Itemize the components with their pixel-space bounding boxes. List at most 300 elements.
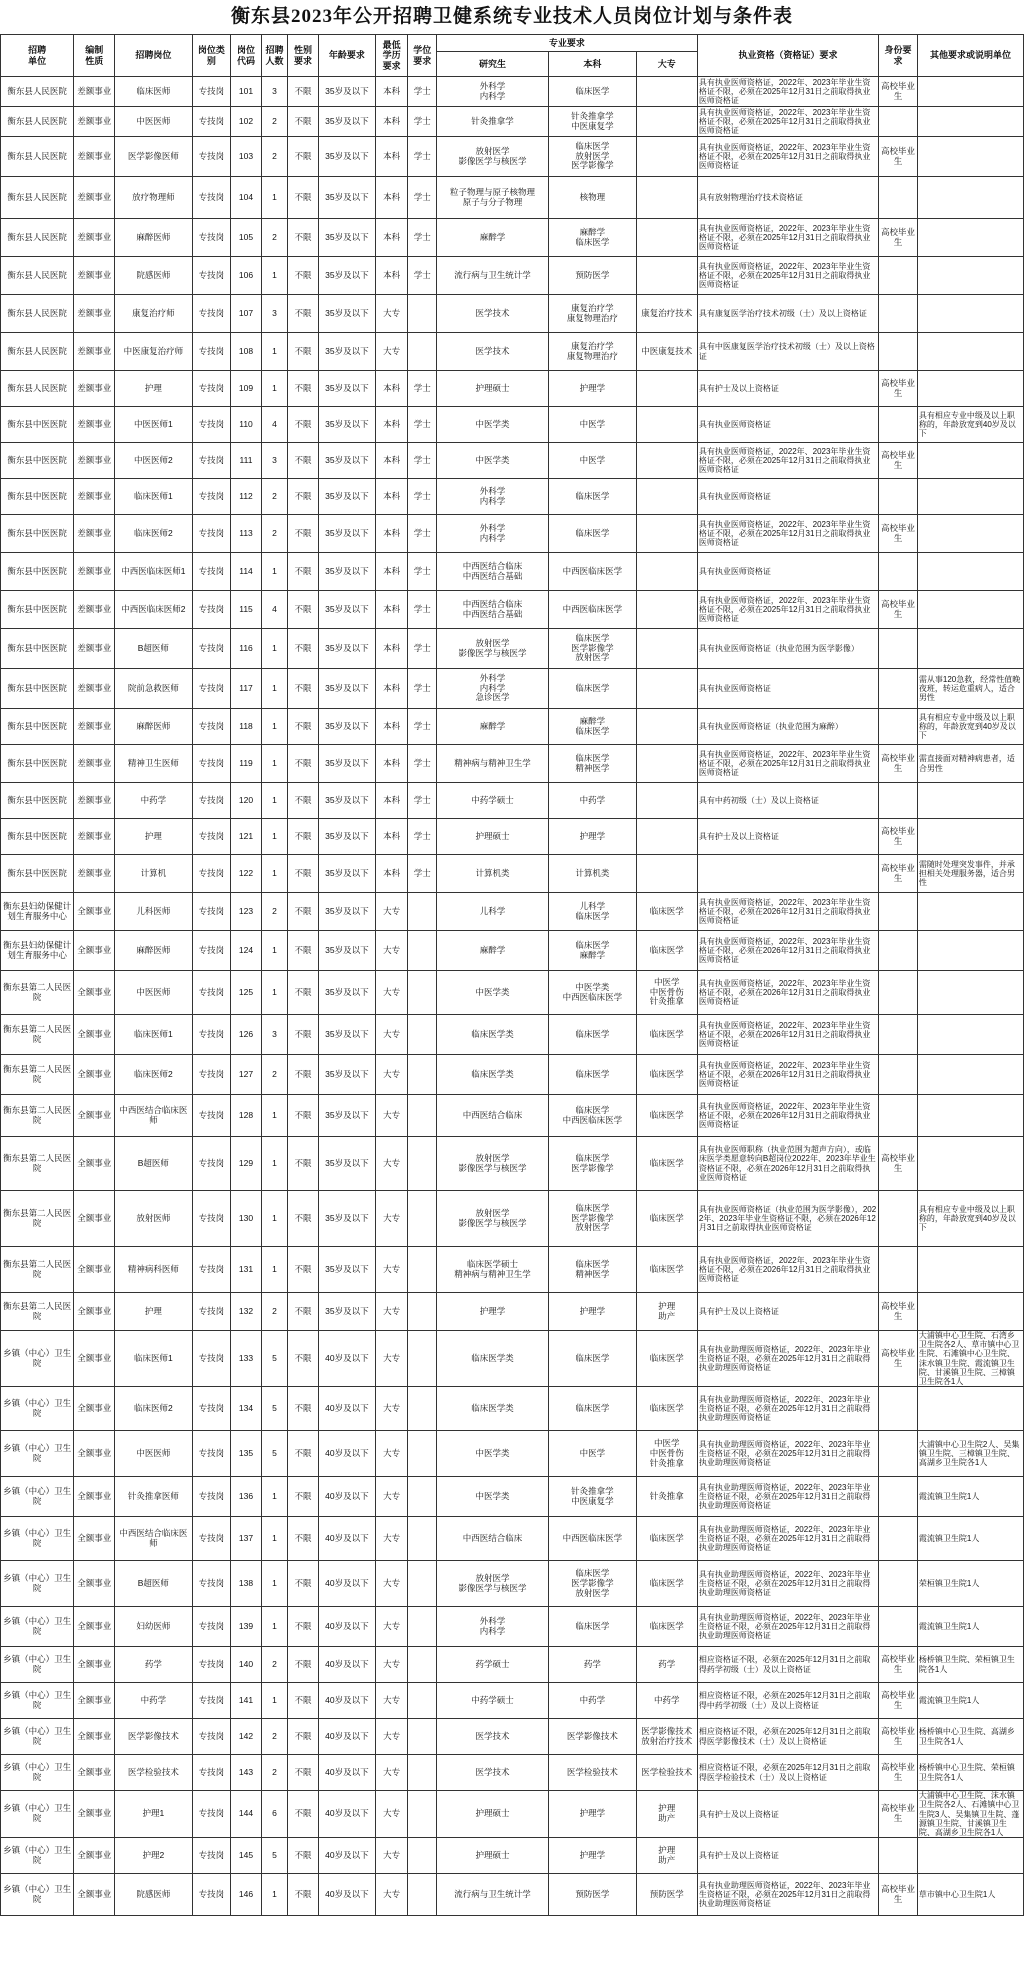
cell-college-major: 护理 助产 — [636, 1838, 697, 1874]
cell-graduate-major: 外科学 内科学 急诊医学 — [437, 669, 549, 709]
cell-unit: 衡东县人民医院 — [1, 333, 74, 371]
cell-qualification: 具有执业医师资格证，2022年、2023年毕业生资格证不限，必须在2025年12月31日之前取得执业医师资格证 — [697, 515, 878, 553]
cell-degree: 学士 — [408, 107, 437, 137]
cell-unit: 衡东县人民医院 — [1, 77, 74, 107]
header-count: 招聘 人数 — [261, 35, 287, 77]
cell-post: B超医师 — [115, 629, 192, 669]
cell-identity — [879, 257, 918, 295]
cell-count: 3 — [261, 295, 287, 333]
cell-degree — [408, 971, 437, 1015]
cell-bachelor-major: 麻醉学 临床医学 — [549, 709, 637, 745]
cell-nature: 差额事业 — [74, 257, 115, 295]
table-row — [1, 1191, 1024, 1247]
cell-qualification: 具有护士及以上资格证 — [697, 371, 878, 407]
cell-code: 114 — [231, 553, 262, 591]
cell-post: 中医医师1 — [115, 407, 192, 443]
cell-nature: 差额事业 — [74, 855, 115, 893]
cell-gender: 不限 — [288, 177, 319, 219]
cell-qualification: 具有执业助理医师资格证，2022年、2023年毕业生资格证不限，必须在2025年12月31日之前取得执业助理医师资格证 — [697, 1387, 878, 1431]
cell-gender: 不限 — [288, 1683, 319, 1719]
recruitment-table — [0, 34, 1024, 1916]
cell-unit: 衡东县第二人民医院 — [1, 1095, 74, 1137]
cell-gender: 不限 — [288, 1838, 319, 1874]
cell-post: 中药学 — [115, 1683, 192, 1719]
cell-unit: 衡东县第二人民医院 — [1, 971, 74, 1015]
cell-bachelor-major: 护理学 — [549, 1838, 637, 1874]
table-row — [1, 515, 1024, 553]
cell-graduate-major: 放射医学 影像医学与核医学 — [437, 1137, 549, 1191]
cell-unit: 衡东县中医医院 — [1, 709, 74, 745]
cell-gender: 不限 — [288, 669, 319, 709]
cell-age: 35岁及以下 — [318, 219, 375, 257]
cell-age: 35岁及以下 — [318, 1191, 375, 1247]
cell-count: 1 — [261, 333, 287, 371]
cell-college-major — [636, 783, 697, 819]
cell-nature: 全额事业 — [74, 1293, 115, 1331]
cell-other: 需随时处理突发事件，并承担相关处理服务器，适合男性 — [917, 855, 1023, 893]
cell-degree — [408, 1607, 437, 1647]
cell-other — [917, 629, 1023, 669]
table-row — [1, 257, 1024, 295]
cell-identity: 高校毕业生 — [879, 371, 918, 407]
cell-qualification: 相应资格证不限，必须在2025年12月31日之前取得中药学初级（士）及以上资格证 — [697, 1683, 878, 1719]
cell-count: 1 — [261, 553, 287, 591]
cell-college-major: 医学影像技术 放射治疗技术 — [636, 1719, 697, 1755]
cell-graduate-major: 中医学类 — [437, 1431, 549, 1477]
cell-education: 大专 — [375, 893, 408, 931]
cell-degree: 学士 — [408, 515, 437, 553]
cell-degree — [408, 1331, 437, 1387]
table-row — [1, 107, 1024, 137]
cell-other — [917, 219, 1023, 257]
cell-identity: 高校毕业生 — [879, 1719, 918, 1755]
cell-qualification: 具有执业医师资格证，2022年、2023年毕业生资格证不限，必须在2025年12月31日之前取得执业医师资格证 — [697, 443, 878, 479]
cell-qualification: 具有护士及以上资格证 — [697, 1838, 878, 1874]
cell-other — [917, 371, 1023, 407]
cell-identity — [879, 931, 918, 971]
cell-college-major — [636, 709, 697, 745]
cell-count: 1 — [261, 931, 287, 971]
cell-graduate-major: 中西医结合临床 — [437, 1517, 549, 1561]
cell-college-major: 中药学 — [636, 1683, 697, 1719]
cell-count: 5 — [261, 1331, 287, 1387]
cell-gender: 不限 — [288, 1874, 319, 1916]
cell-gender: 不限 — [288, 1561, 319, 1607]
cell-post: 麻醉医师 — [115, 709, 192, 745]
cell-gender: 不限 — [288, 107, 319, 137]
cell-bachelor-major: 临床医学 医学影像学 — [549, 1137, 637, 1191]
cell-education: 大专 — [375, 1055, 408, 1095]
cell-code: 140 — [231, 1647, 262, 1683]
cell-bachelor-major: 儿科学 临床医学 — [549, 893, 637, 931]
table-row — [1, 1647, 1024, 1683]
cell-gender: 不限 — [288, 553, 319, 591]
cell-category: 专技岗 — [192, 219, 231, 257]
cell-gender: 不限 — [288, 931, 319, 971]
cell-identity — [879, 295, 918, 333]
table-body — [1, 77, 1024, 1916]
cell-other — [917, 295, 1023, 333]
cell-education: 本科 — [375, 819, 408, 855]
cell-graduate-major: 护理硕士 — [437, 1791, 549, 1838]
header-category: 岗位类 别 — [192, 35, 231, 77]
cell-college-major — [636, 77, 697, 107]
table-row — [1, 745, 1024, 783]
cell-graduate-major: 护理硕士 — [437, 371, 549, 407]
cell-qualification: 具有执业医师资格证，2022年、2023年毕业生资格证不限，必须在2026年12月31日之前取得执业医师资格证 — [697, 1015, 878, 1055]
cell-category: 专技岗 — [192, 257, 231, 295]
cell-college-major: 临床医学 — [636, 1137, 697, 1191]
cell-age: 40岁及以下 — [318, 1874, 375, 1916]
cell-qualification: 具有康复医学治疗技术初级（士）及以上资格证 — [697, 295, 878, 333]
cell-age: 35岁及以下 — [318, 257, 375, 295]
cell-code: 136 — [231, 1477, 262, 1517]
cell-post: 院感医师 — [115, 1874, 192, 1916]
cell-other: 大浦镇中心卫生院2人、吴集镇卫生院、三樟镇卫生院、高湖乡卫生院各1人 — [917, 1431, 1023, 1477]
table-row — [1, 371, 1024, 407]
cell-degree: 学士 — [408, 553, 437, 591]
cell-identity — [879, 1387, 918, 1431]
cell-graduate-major: 外科学 内科学 — [437, 1607, 549, 1647]
cell-qualification: 具有执业医师资格证，2022年、2023年毕业生资格证不限，必须在2026年12月31日之前取得执业医师资格证 — [697, 931, 878, 971]
table-row — [1, 629, 1024, 669]
cell-age: 40岁及以下 — [318, 1477, 375, 1517]
cell-bachelor-major: 核物理 — [549, 177, 637, 219]
cell-college-major: 临床医学 — [636, 1607, 697, 1647]
cell-identity — [879, 971, 918, 1015]
cell-college-major: 中医学 中医骨伤 针灸推拿 — [636, 971, 697, 1015]
cell-graduate-major: 流行病与卫生统计学 — [437, 1874, 549, 1916]
cell-unit: 乡镇（中心）卫生院 — [1, 1719, 74, 1755]
cell-qualification: 具有执业医师资格证 — [697, 479, 878, 515]
cell-unit: 衡东县人民医院 — [1, 257, 74, 295]
cell-college-major: 康复治疗技术 — [636, 295, 697, 333]
cell-education: 大专 — [375, 1137, 408, 1191]
cell-identity: 高校毕业生 — [879, 591, 918, 629]
cell-gender: 不限 — [288, 1607, 319, 1647]
cell-education: 本科 — [375, 107, 408, 137]
header-college: 大专 — [636, 52, 697, 77]
cell-gender: 不限 — [288, 515, 319, 553]
cell-bachelor-major: 计算机类 — [549, 855, 637, 893]
cell-bachelor-major: 临床医学 — [549, 479, 637, 515]
cell-college-major — [636, 137, 697, 177]
cell-education: 大专 — [375, 1387, 408, 1431]
cell-graduate-major: 临床医学硕士 精神病与精神卫生学 — [437, 1247, 549, 1293]
cell-count: 2 — [261, 1055, 287, 1095]
cell-other — [917, 1247, 1023, 1293]
cell-gender: 不限 — [288, 1015, 319, 1055]
cell-unit: 衡东县第二人民医院 — [1, 1293, 74, 1331]
cell-qualification: 具有执业医师职称（执业范围为超声方向），或临床医学类愿意转向B超岗位2022年、2023年毕业生资格证不限，必须在2026年12月31日之前取得执业医师资格证 — [697, 1137, 878, 1191]
cell-category: 专技岗 — [192, 783, 231, 819]
header-other: 其他要求或说明单位 — [917, 35, 1023, 77]
cell-bachelor-major: 临床医学 放射医学 医学影像学 — [549, 137, 637, 177]
cell-age: 40岁及以下 — [318, 1387, 375, 1431]
cell-count: 1 — [261, 855, 287, 893]
cell-qualification: 相应资格证不限，必须在2025年12月31日之前取得医学影像技术（士）及以上资格证 — [697, 1719, 878, 1755]
cell-nature: 全额事业 — [74, 893, 115, 931]
cell-unit: 乡镇（中心）卫生院 — [1, 1387, 74, 1431]
cell-post: 中西医结合临床医师 — [115, 1095, 192, 1137]
cell-degree — [408, 295, 437, 333]
cell-category: 专技岗 — [192, 137, 231, 177]
cell-nature: 差额事业 — [74, 137, 115, 177]
cell-post: 麻醉医师 — [115, 219, 192, 257]
cell-unit: 衡东县中医医院 — [1, 443, 74, 479]
cell-education: 本科 — [375, 855, 408, 893]
cell-code: 120 — [231, 783, 262, 819]
cell-nature: 差额事业 — [74, 107, 115, 137]
cell-gender: 不限 — [288, 1387, 319, 1431]
cell-college-major: 临床医学 — [636, 1055, 697, 1095]
cell-other — [917, 1055, 1023, 1095]
cell-graduate-major: 放射医学 影像医学与核医学 — [437, 1191, 549, 1247]
cell-other — [917, 443, 1023, 479]
cell-nature: 全额事业 — [74, 931, 115, 971]
cell-category: 专技岗 — [192, 479, 231, 515]
cell-post: 院前急救医师 — [115, 669, 192, 709]
cell-degree: 学士 — [408, 709, 437, 745]
cell-code: 135 — [231, 1431, 262, 1477]
cell-nature: 全额事业 — [74, 1055, 115, 1095]
cell-degree: 学士 — [408, 819, 437, 855]
cell-education: 本科 — [375, 591, 408, 629]
cell-code: 132 — [231, 1293, 262, 1331]
cell-unit: 衡东县人民医院 — [1, 107, 74, 137]
cell-post: 医学检验技术 — [115, 1755, 192, 1791]
cell-education: 大专 — [375, 333, 408, 371]
header-bachelor: 本科 — [549, 52, 637, 77]
cell-count: 1 — [261, 1477, 287, 1517]
cell-identity — [879, 1191, 918, 1247]
cell-post: 医学影像技术 — [115, 1719, 192, 1755]
cell-education: 本科 — [375, 219, 408, 257]
cell-code: 101 — [231, 77, 262, 107]
cell-graduate-major: 临床医学类 — [437, 1055, 549, 1095]
cell-nature: 全额事业 — [74, 1095, 115, 1137]
cell-age: 35岁及以下 — [318, 371, 375, 407]
cell-degree — [408, 1247, 437, 1293]
cell-education: 大专 — [375, 1561, 408, 1607]
cell-age: 35岁及以下 — [318, 1095, 375, 1137]
cell-age: 35岁及以下 — [318, 591, 375, 629]
cell-identity — [879, 1095, 918, 1137]
cell-age: 35岁及以下 — [318, 553, 375, 591]
cell-graduate-major: 计算机类 — [437, 855, 549, 893]
cell-graduate-major: 临床医学类 — [437, 1387, 549, 1431]
cell-college-major — [636, 443, 697, 479]
cell-nature: 差额事业 — [74, 371, 115, 407]
cell-age: 40岁及以下 — [318, 1431, 375, 1477]
cell-college-major: 医学检验技术 — [636, 1755, 697, 1791]
cell-college-major — [636, 177, 697, 219]
cell-qualification: 具有执业助理医师资格证，2022年、2023年毕业生资格证不限，必须在2025年12月31日之前取得执业助理医师资格证 — [697, 1607, 878, 1647]
header-age: 年龄要求 — [318, 35, 375, 77]
cell-unit: 衡东县中医医院 — [1, 479, 74, 515]
cell-unit: 衡东县人民医院 — [1, 219, 74, 257]
header-gender: 性别 要求 — [288, 35, 319, 77]
cell-graduate-major: 针灸推拿学 — [437, 107, 549, 137]
cell-post: 麻醉医师 — [115, 931, 192, 971]
cell-post: 康复治疗师 — [115, 295, 192, 333]
cell-count: 2 — [261, 893, 287, 931]
cell-code: 131 — [231, 1247, 262, 1293]
cell-post: 中西医临床医师2 — [115, 591, 192, 629]
cell-gender: 不限 — [288, 257, 319, 295]
cell-count: 1 — [261, 971, 287, 1015]
cell-degree — [408, 931, 437, 971]
cell-bachelor-major: 康复治疗学 康复物理治疗 — [549, 333, 637, 371]
cell-identity — [879, 333, 918, 371]
cell-identity — [879, 1431, 918, 1477]
cell-age: 35岁及以下 — [318, 1055, 375, 1095]
cell-unit: 乡镇（中心）卫生院 — [1, 1755, 74, 1791]
cell-age: 35岁及以下 — [318, 515, 375, 553]
cell-post: 中医医师2 — [115, 443, 192, 479]
cell-age: 40岁及以下 — [318, 1561, 375, 1607]
cell-category: 专技岗 — [192, 515, 231, 553]
cell-education: 本科 — [375, 783, 408, 819]
page-title: 衡东县2023年公开招聘卫健系统专业技术人员岗位计划与条件表 — [230, 6, 793, 27]
table-row — [1, 1247, 1024, 1293]
cell-count: 2 — [261, 219, 287, 257]
cell-gender: 不限 — [288, 137, 319, 177]
cell-other — [917, 515, 1023, 553]
cell-age: 35岁及以下 — [318, 1137, 375, 1191]
table-row — [1, 177, 1024, 219]
cell-post: 临床医师1 — [115, 1015, 192, 1055]
cell-bachelor-major: 临床医学 — [549, 1015, 637, 1055]
cell-count: 1 — [261, 1607, 287, 1647]
cell-other — [917, 137, 1023, 177]
table-row — [1, 1387, 1024, 1431]
cell-nature: 差额事业 — [74, 295, 115, 333]
cell-bachelor-major: 中药学 — [549, 783, 637, 819]
table-row — [1, 1607, 1024, 1647]
cell-education: 大专 — [375, 1293, 408, 1331]
cell-qualification: 具有执业医师资格证 — [697, 407, 878, 443]
cell-other — [917, 553, 1023, 591]
cell-nature: 差额事业 — [74, 219, 115, 257]
header-major: 专业要求 — [437, 35, 698, 52]
table-row — [1, 591, 1024, 629]
cell-graduate-major: 儿科学 — [437, 893, 549, 931]
cell-education: 本科 — [375, 629, 408, 669]
cell-category: 专技岗 — [192, 971, 231, 1015]
table-row — [1, 295, 1024, 333]
cell-other: 霞流镇卫生院1人 — [917, 1683, 1023, 1719]
cell-category: 专技岗 — [192, 1015, 231, 1055]
cell-count: 1 — [261, 1095, 287, 1137]
table-row — [1, 1755, 1024, 1791]
cell-education: 大专 — [375, 1015, 408, 1055]
cell-count: 1 — [261, 629, 287, 669]
cell-code: 103 — [231, 137, 262, 177]
cell-college-major: 临床医学 — [636, 1015, 697, 1055]
cell-code: 124 — [231, 931, 262, 971]
cell-degree: 学士 — [408, 745, 437, 783]
table-row — [1, 1095, 1024, 1137]
cell-unit: 衡东县妇幼保健计划生育服务中心 — [1, 931, 74, 971]
cell-qualification: 相应资格证不限，必须在2025年12月31日之前取得医学检验技术（士）及以上资格证 — [697, 1755, 878, 1791]
cell-graduate-major: 麻醉学 — [437, 709, 549, 745]
cell-age: 40岁及以下 — [318, 1331, 375, 1387]
cell-other: 大浦镇中心卫生院、沫水镇卫生院各2人、石滩镇中心卫生院3人、吴集镇卫生院、蓬源镇卫生院、甘溪镇卫生院、高湖乡卫生院各1人 — [917, 1791, 1023, 1838]
cell-count: 5 — [261, 1838, 287, 1874]
cell-unit: 乡镇（中心）卫生院 — [1, 1791, 74, 1838]
cell-identity — [879, 629, 918, 669]
cell-identity: 高校毕业生 — [879, 1137, 918, 1191]
cell-college-major: 临床医学 — [636, 1561, 697, 1607]
cell-identity: 高校毕业生 — [879, 1755, 918, 1791]
cell-category: 专技岗 — [192, 177, 231, 219]
cell-bachelor-major: 临床医学 — [549, 1607, 637, 1647]
cell-nature: 全额事业 — [74, 1137, 115, 1191]
cell-count: 5 — [261, 1431, 287, 1477]
cell-degree — [408, 1015, 437, 1055]
cell-graduate-major: 中西医结合临床 — [437, 1095, 549, 1137]
cell-qualification: 具有执业助理医师资格证，2022年、2023年毕业生资格证不限，必须在2025年12月31日之前取得执业助理医师资格证 — [697, 1331, 878, 1387]
cell-college-major: 临床医学 — [636, 1387, 697, 1431]
cell-post: 中医医师 — [115, 1431, 192, 1477]
cell-graduate-major: 医学技术 — [437, 295, 549, 333]
cell-education: 本科 — [375, 553, 408, 591]
cell-bachelor-major: 临床医学 精神医学 — [549, 1247, 637, 1293]
cell-count: 2 — [261, 1719, 287, 1755]
cell-college-major — [636, 553, 697, 591]
cell-code: 112 — [231, 479, 262, 515]
cell-bachelor-major: 临床医学 医学影像学 放射医学 — [549, 629, 637, 669]
cell-code: 146 — [231, 1874, 262, 1916]
cell-count: 1 — [261, 1517, 287, 1561]
header-education: 最低 学历 要求 — [375, 35, 408, 77]
cell-unit: 衡东县中医医院 — [1, 407, 74, 443]
cell-other: 具有相应专业中级及以上职称的，年龄放宽到40岁及以下 — [917, 407, 1023, 443]
cell-other — [917, 893, 1023, 931]
cell-post: 中医康复治疗师 — [115, 333, 192, 371]
table-row — [1, 1838, 1024, 1874]
cell-age: 35岁及以下 — [318, 479, 375, 515]
cell-graduate-major: 麻醉学 — [437, 219, 549, 257]
cell-nature: 全额事业 — [74, 1683, 115, 1719]
cell-post: 中西医临床医师1 — [115, 553, 192, 591]
cell-identity — [879, 177, 918, 219]
cell-unit: 衡东县第二人民医院 — [1, 1247, 74, 1293]
cell-education: 大专 — [375, 1607, 408, 1647]
cell-graduate-major: 中医学类 — [437, 1477, 549, 1517]
table-row — [1, 1561, 1024, 1607]
cell-degree — [408, 1137, 437, 1191]
cell-graduate-major: 药学硕士 — [437, 1647, 549, 1683]
cell-degree: 学士 — [408, 855, 437, 893]
cell-other: 需直接面对精神病患者，适合男性 — [917, 745, 1023, 783]
cell-code: 141 — [231, 1683, 262, 1719]
cell-count: 3 — [261, 443, 287, 479]
cell-unit: 衡东县中医医院 — [1, 515, 74, 553]
cell-category: 专技岗 — [192, 1191, 231, 1247]
cell-degree — [408, 1561, 437, 1607]
cell-identity — [879, 893, 918, 931]
cell-education: 本科 — [375, 371, 408, 407]
cell-other: 霞流镇卫生院1人 — [917, 1477, 1023, 1517]
cell-degree — [408, 333, 437, 371]
cell-post: 护理 — [115, 1293, 192, 1331]
cell-graduate-major: 外科学 内科学 — [437, 515, 549, 553]
cell-degree — [408, 1719, 437, 1755]
cell-category: 专技岗 — [192, 1719, 231, 1755]
table-row — [1, 1683, 1024, 1719]
